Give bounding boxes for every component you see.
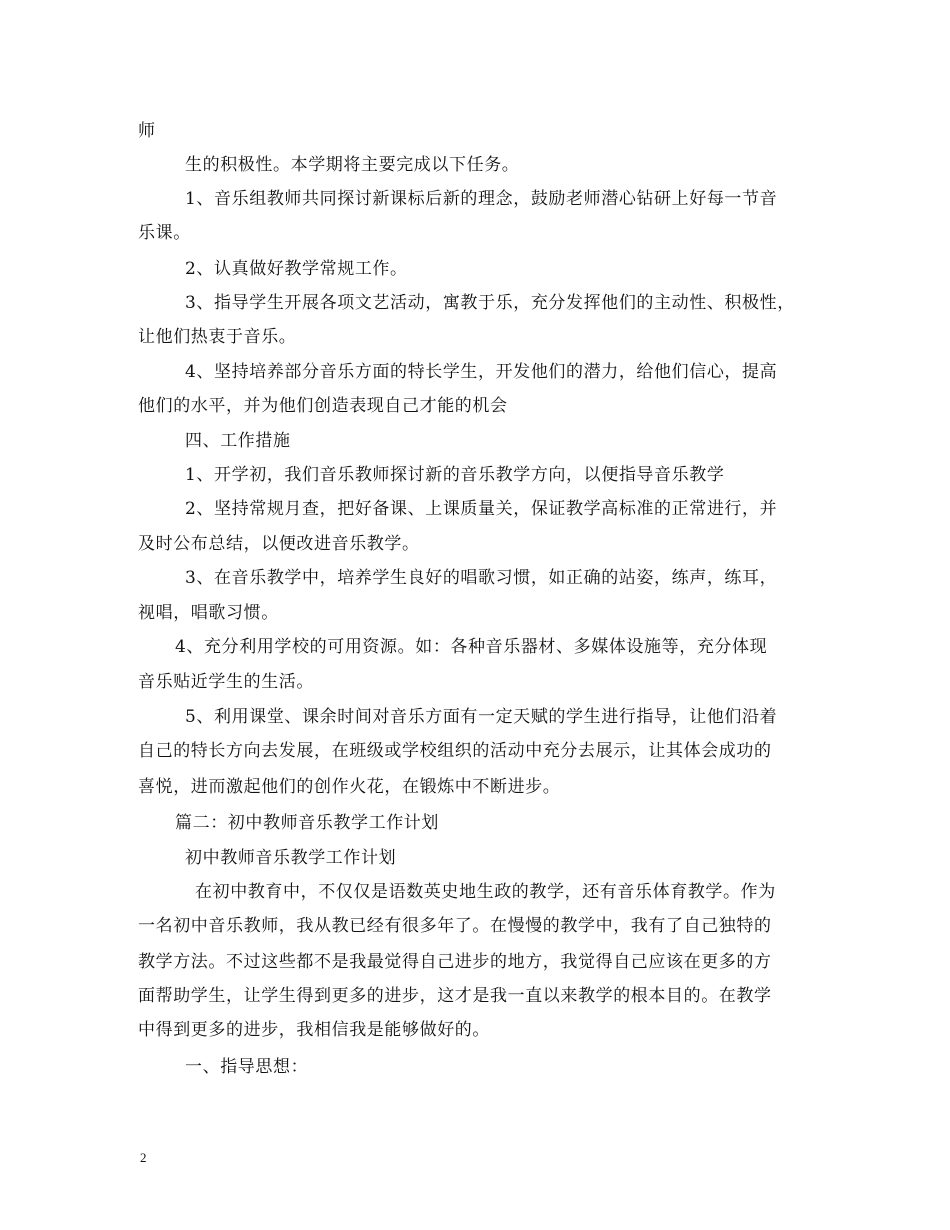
text-line: 师 <box>138 121 156 141</box>
section-heading: 四、工作措施 <box>185 431 291 451</box>
text-line: 一名初中音乐教师，我从教已经有很多年了。在慢慢的教学中，我有了自己独特的 <box>138 916 772 936</box>
text-line: 他们的水平，并为他们创造表现自己才能的机会 <box>138 396 508 416</box>
text-line: 视唱，唱歌习惯。 <box>138 603 279 623</box>
text-line: 教学方法。不过这些都不是我最觉得自己进步的地方，我觉得自己应该在更多的方 <box>138 952 772 972</box>
text-line: 喜悦，进而激起他们的创作火花，在锻炼中不断进步。 <box>138 777 561 797</box>
text-line: 音乐贴近学生的生活。 <box>138 672 314 692</box>
section-heading: 一、指导思想： <box>185 1057 309 1077</box>
text-line: 生的积极性。本学期将主要完成以下任务。 <box>185 155 520 175</box>
text-line: 2、坚持常规月查，把好备课、上课质量关，保证教学高标准的正常进行，并 <box>185 499 778 519</box>
text-line: 3、在音乐教学中，培养学生良好的唱歌习惯，如正确的站姿，练声，练耳， <box>185 568 778 588</box>
text-line: 4、坚持培养部分音乐方面的特长学生，开发他们的潜力，给他们信心，提高 <box>185 362 778 382</box>
section-heading: 篇二：初中教师音乐教学工作计划 <box>175 813 439 833</box>
text-line: 2、认真做好教学常规工作。 <box>185 259 408 279</box>
text-line: 1、音乐组教师共同探讨新课标后新的理念，鼓励老师潜心钻研上好每一节音 <box>185 189 778 209</box>
text-line: 乐课。 <box>138 223 191 243</box>
text-line: 1、开学初，我们音乐教师探讨新的音乐教学方向，以便指导音乐教学 <box>185 465 725 485</box>
text-line: 在初中教育中，不仅仅是语数英史地生政的教学，还有音乐体育教学。作为 <box>195 882 776 902</box>
text-line: 面帮助学生，让学生得到更多的进步，这才是我一直以来教学的根本目的。在教学 <box>138 986 772 1006</box>
document-subtitle: 初中教师音乐教学工作计划 <box>185 848 397 868</box>
text-line: 让他们热衷于音乐。 <box>138 327 297 347</box>
text-line: 及时公布总结，以便改进音乐教学。 <box>138 534 420 554</box>
text-line: 3、指导学生开展各项文艺活动，寓教于乐，充分发挥他们的主动性、积极性， <box>185 293 795 313</box>
text-line: 4、充分利用学校的可用资源。如：各种音乐器材、多媒体设施等，充分体现 <box>175 637 768 657</box>
text-line: 中得到更多的进步，我相信我是能够做好的。 <box>138 1020 490 1040</box>
text-line: 5、利用课堂、课余时间对音乐方面有一定天赋的学生进行指导，让他们沿着 <box>185 707 778 727</box>
page-number: 2 <box>140 1150 147 1165</box>
text-line: 自己的特长方向去发展，在班级或学校组织的活动中充分去展示，让其体会成功的 <box>138 741 772 761</box>
